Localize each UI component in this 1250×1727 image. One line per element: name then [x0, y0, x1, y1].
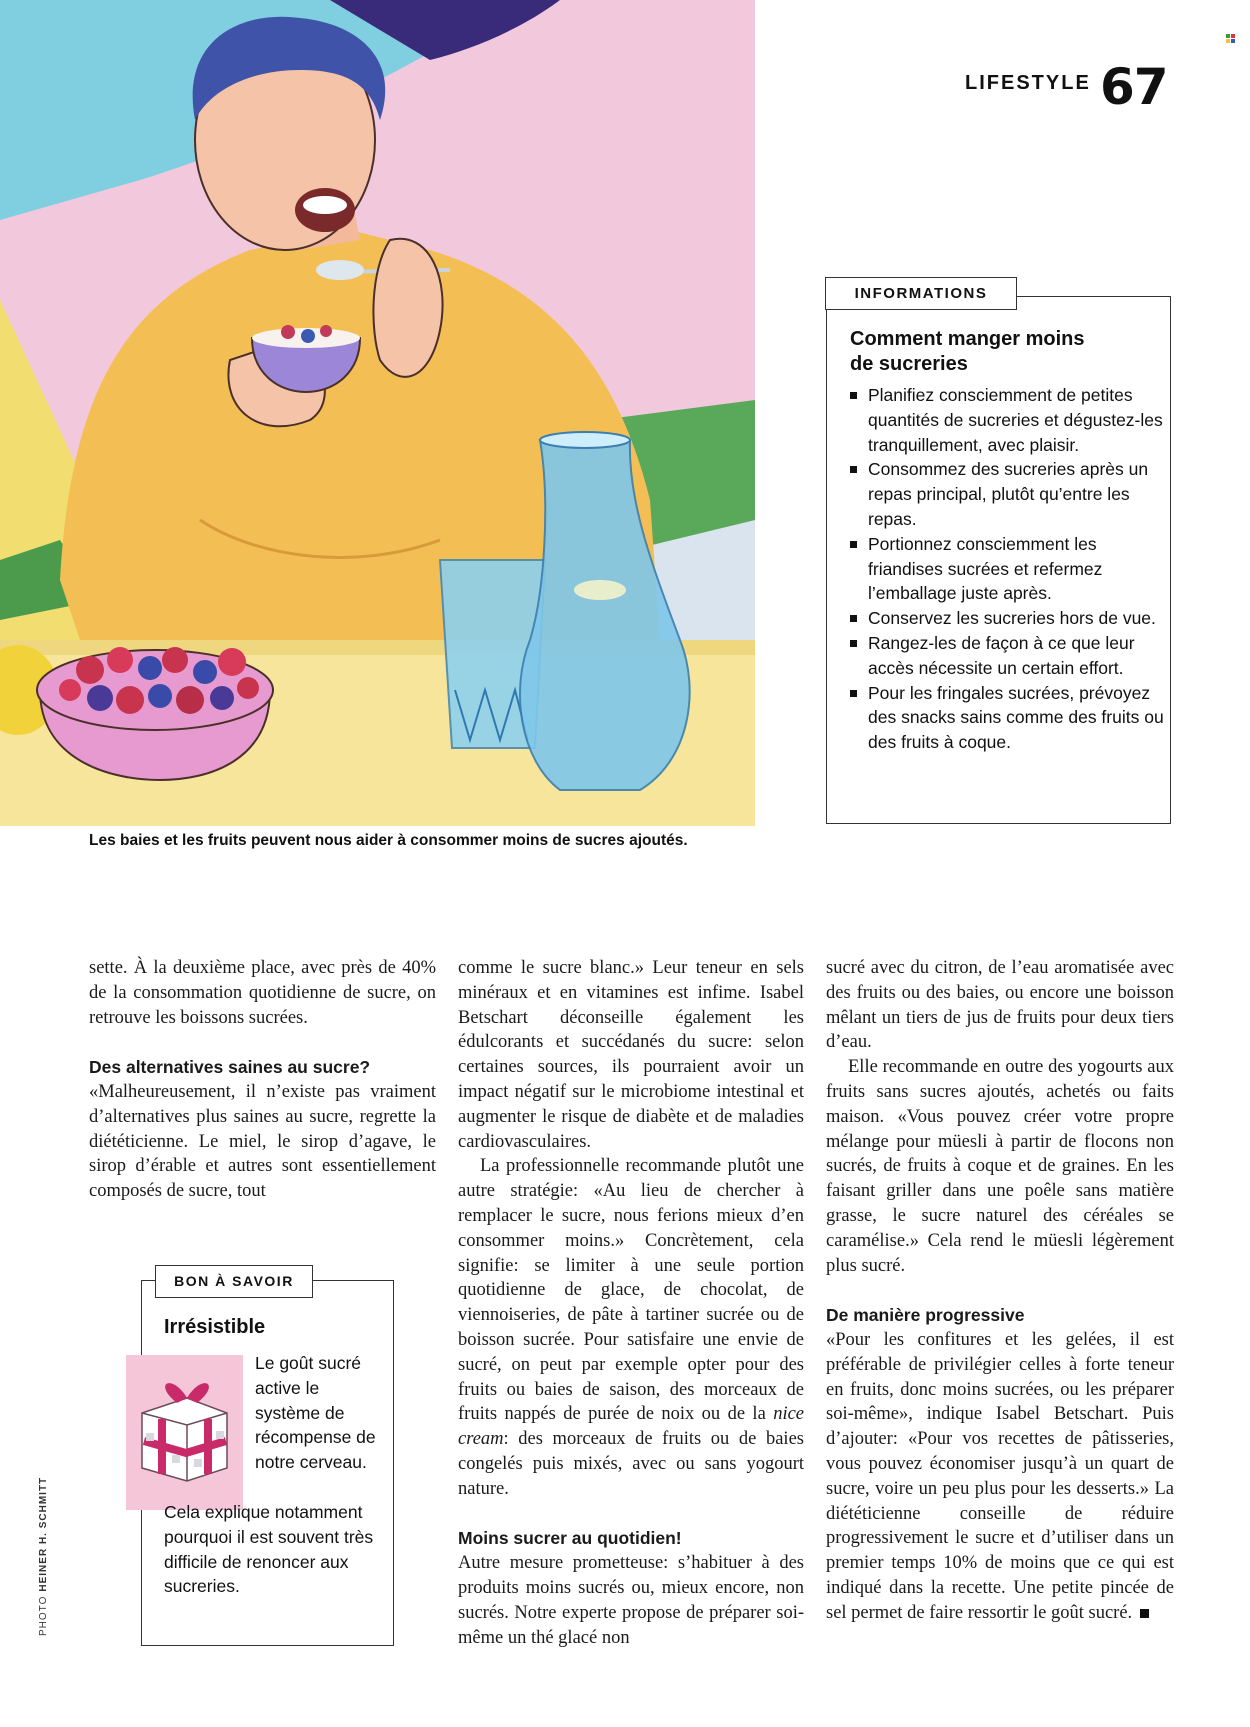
list-item: Planifiez consciemment de petites quantités de sucreries et dégustez-les tranquillement, avec plaisir. — [846, 383, 1164, 457]
list-item: Rangez-les de façon à ce que leur accès nécessite un certain effort. — [846, 631, 1164, 681]
info-box-list — [846, 383, 1164, 755]
info-box-title — [850, 327, 1150, 377]
list-item: Consommez des sucreries après un repas principal, plutôt qu’entre les repas. — [846, 457, 1164, 531]
hero-illustration — [0, 0, 755, 826]
color-mark-icon — [1226, 34, 1235, 43]
emphasis-text: nice cream — [458, 1404, 804, 1450]
section-label: LIFESTYLE — [965, 72, 1091, 94]
paragraph: comme le sucre blanc.» Leur teneur en sels minéraux et en vitamines est infime. Isabel Betschart déconseille également les édulcorants et succédanés du sucre: selon certaines sources, ils pourraient avoir un impact négatif sur le microbiome intestinal et augmenter le risque de diabète et de maladies cardiovasculaires. — [458, 958, 804, 1152]
article-column-3 — [826, 956, 1174, 1626]
image-caption: Les baies et les fruits peuvent nous aider à consommer moins de sucres ajoutés. — [89, 832, 688, 849]
list-item: Pour les fringales sucrées, prévoyez des snacks sains comme des fruits ou des fruits à coque. — [846, 681, 1164, 755]
subheading: De manière progressive — [826, 1305, 1025, 1326]
photo-credit: PHOTOHEINER H. SCHMITT — [38, 1476, 49, 1636]
gift-icon — [126, 1355, 243, 1510]
tip-box-title: Irrésistible — [164, 1316, 266, 1338]
info-title-line-2: de sucreries — [850, 353, 968, 375]
subheading: Des alternatives saines au sucre? — [89, 1057, 371, 1078]
paragraph: sette. À la deuxième place, avec près de 40% de la consommation quotidienne de sucre, on retrouve les boissons sucrées. — [89, 958, 436, 1028]
list-item: Conservez les sucreries hors de vue. — [846, 606, 1164, 631]
tip-box-text: Cela explique notamment pourquoi il est souvent très difficile de renoncer aux sucreries. — [164, 1502, 374, 1597]
subheading: Moins sucrer au quotidien! — [458, 1528, 682, 1549]
paragraph: «Malheureusement, il n’existe pas vraiment d’alternatives plus saines au sucre, regrette la diététicienne. Le miel, le sirop d’agave, le sirop d’érable et autres sont essentiellement composés de sucre, tout — [89, 1081, 436, 1202]
article-column-2 — [458, 956, 804, 1650]
paragraph: Autre mesure prometteuse: s’habituer à des produits moins sucrés ou, mieux encore, non sucrés. Notre experte propose de préparer soi-même un thé glacé non — [458, 1553, 804, 1648]
info-title-line-1: Comment manger moins — [850, 328, 1085, 350]
page-number: 67 — [1100, 58, 1168, 116]
tip-box-text: Le goût sucré active le système de récompense de notre cerveau. — [255, 1353, 376, 1473]
paragraph: sucré avec du citron, de l’eau aromatisée avec des fruits ou des baies, ou encore une boisson mêlant un tiers de jus de fruits pour deux tiers d’eau. — [826, 958, 1174, 1053]
end-mark-icon — [1140, 1609, 1149, 1618]
article-column-1 — [89, 956, 436, 1204]
list-item: Portionnez consciemment les friandises sucrées et refermez l’emballage juste après. — [846, 532, 1164, 606]
tip-box-tag: BON À SAVOIR — [155, 1265, 313, 1298]
paragraph: Elle recommande en outre des yogourts aux fruits sans sucres ajoutés, achetés ou faits maison. «Vous pouvez créer votre propre mélange pour müesli à partir de flocons non sucrés, de fruits à coque et de graines. En les faisant griller dans une poêle sans matière grasse, le sucre naturel des céréales se caramélise.» Cela rend le müesli légèrement plus sucré. — [826, 1057, 1174, 1276]
paragraph: «Pour les confitures et les gelées, il est préférable de privilégier celles à forte teneur en fruits, donc moins sucrées, ou les préparer soi-même», indique Isabel Betschart. Puis d’ajouter: «Pour vos recettes de pâtisseries, vous pouvez économiser jusqu’à un quart de sucre, voire un peu plus pour les desserts.» La diététicienne conseille de réduire progressivement le sucre et d’utiliser dans un premier temps 10% de moins que ce qui est indiqué dans la recette. Une petite pincée de sel permet de faire ressortir le goût sucré. — [826, 1329, 1174, 1623]
paragraph: La professionnelle recommande plutôt une autre stratégie: «Au lieu de chercher à remplacer le sucre, nous ferions mieux d’en consommer moins.» Concrètement, cela signifie: se limiter à une seule portion quotidienne de glace, de chocolat, de viennoiseries, de pâte à tartiner sucrée ou de boisson sucrée. Pour satisfaire une envie de sucré, on peut par exemple opter pour des fruits ou baies de saison, des morceaux de fruits nappés de purée de noix ou de la nice cream: des morceaux de fruits ou de baies congelés puis mixés, avec ou sans yogourt nature. — [458, 1156, 804, 1499]
info-box-tag: INFORMATIONS — [825, 277, 1017, 310]
